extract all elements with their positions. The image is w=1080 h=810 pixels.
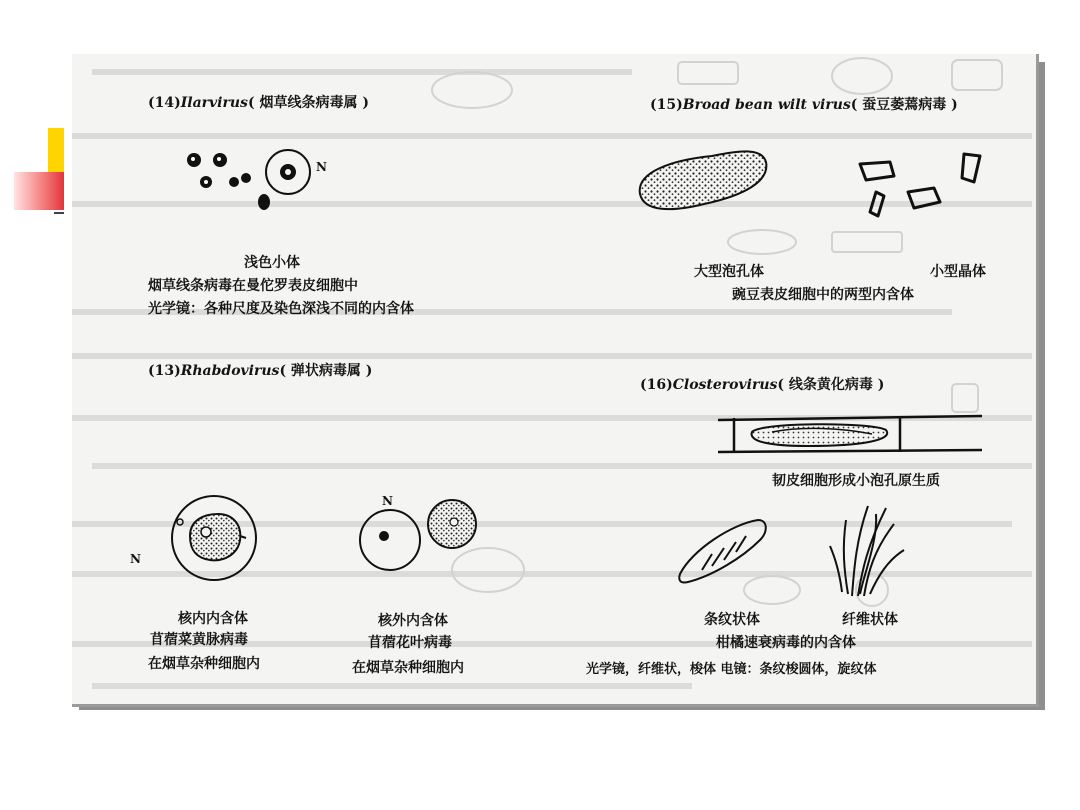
slide-accent-bar [48, 128, 64, 172]
panel-13-number: (13) [148, 363, 181, 379]
panel-15-inclusion-illustration [632, 142, 992, 232]
panel-13-chinese-name: ( 弹状病毒属 ) [279, 363, 373, 379]
panel-16-label-right: 纤维状体 [842, 612, 898, 628]
panel-14-caption-1: 浅色小体 [244, 255, 300, 271]
panel-14-title [148, 92, 369, 112]
panel-16-phloem-illustration [712, 406, 992, 466]
slide-accent-line [54, 212, 64, 214]
panel-13-nucleus-label-top: N [382, 494, 393, 508]
panel-16-label-left: 条纹状体 [704, 612, 760, 628]
panel-14-number: (14) [148, 95, 181, 111]
panel-15-species: Broad bean wilt virus [682, 97, 851, 113]
panel-13-caption-a1: 核内内含体 [178, 611, 248, 627]
panel-14-caption-2: 烟草线条病毒在曼佗罗表皮细胞中 [148, 278, 358, 294]
panel-13-caption-a2: 苜蓿菜黄脉病毒 [150, 632, 248, 648]
panel-13-caption-b3: 在烟草杂种细胞内 [352, 660, 464, 676]
panel-15-number: (15) [650, 97, 683, 113]
panel-13-caption-a3: 在烟草杂种细胞内 [148, 656, 260, 672]
panel-15-chinese-name: ( 蚕豆萎蔫病毒 ) [850, 97, 958, 113]
panel-13-genus: Rhabdovirus [180, 363, 280, 379]
panel-16-inclusion-illustration [672, 500, 912, 600]
panel-15-caption-left: 大型泡孔体 [694, 264, 764, 280]
panel-15-caption-2: 豌豆表皮细胞中的两型内含体 [732, 287, 914, 303]
panel-13-caption-b1: 核外内含体 [378, 613, 448, 629]
panel-13-nucleus-label-left: N [130, 552, 141, 566]
panel-13-title [148, 360, 372, 380]
panel-16-caption-2: 柑橘速衰病毒的内含体 [716, 635, 856, 651]
panel-16-caption-1: 韧皮细胞形成小泡孔原生质 [772, 473, 940, 489]
panel-14-nucleus-label: N [316, 160, 327, 174]
panel-13-cell-illustration [140, 492, 520, 592]
panel-16-chinese-name: ( 线条黄化病毒 ) [777, 377, 885, 393]
panel-15-caption-right: 小型晶体 [930, 264, 986, 280]
panel-14-caption-3: 光学镜：各种尺度及染色深浅不同的内含体 [148, 301, 414, 317]
panel-16-title [640, 374, 884, 394]
slide-accent-block [14, 172, 64, 210]
panel-14-cell-illustration [172, 142, 342, 217]
panel-16-genus: Closterovirus [672, 377, 778, 393]
panel-14-chinese-name: ( 烟草线条病毒属 ) [247, 95, 369, 111]
panel-13-caption-b2: 苜蓿花叶病毒 [368, 635, 452, 651]
scanned-figure [72, 54, 1039, 707]
panel-16-number: (16) [640, 377, 673, 393]
panel-14-genus: Ilarvirus [180, 95, 248, 111]
panel-16-caption-3: 光学镜，纤维状，梭体 电镜：条纹梭圆体，旋纹体 [586, 662, 877, 677]
panel-15-title [650, 94, 958, 114]
